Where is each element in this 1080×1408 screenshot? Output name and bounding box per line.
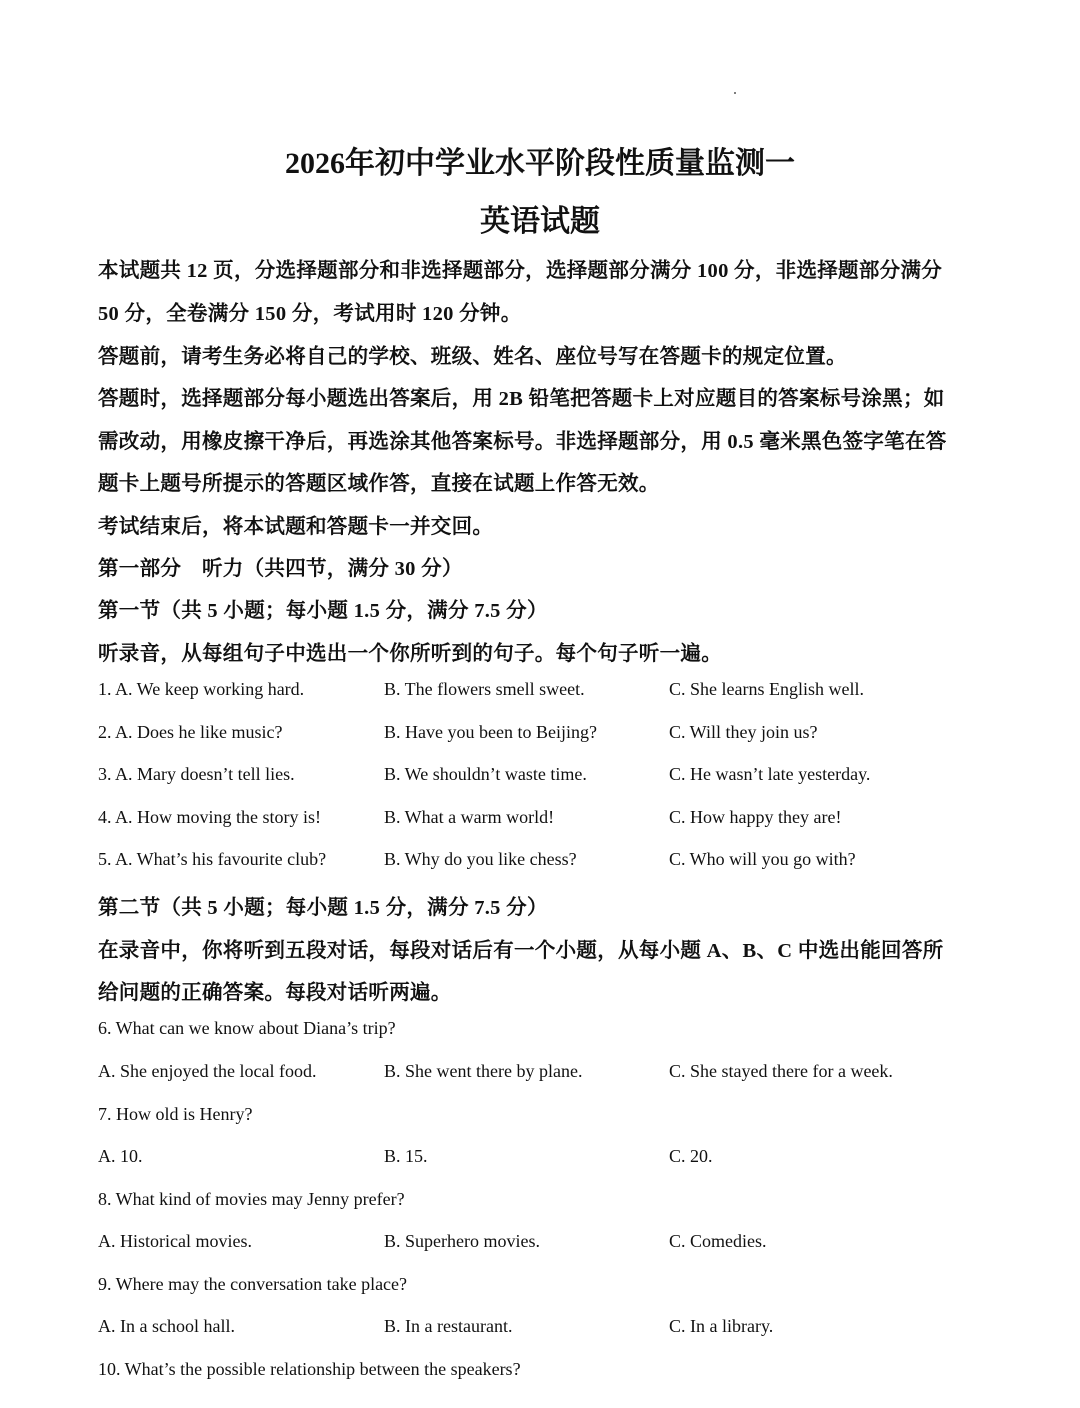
option-a: 5. A. What’s his favourite club?	[98, 849, 327, 869]
option-b: B. Have you been to Beijing?	[384, 722, 597, 742]
section2-instruction: 给问题的正确答案。每段对话听两遍。	[98, 982, 452, 1004]
option-c: C. She learns English well.	[669, 679, 864, 699]
instruction-line: 答题时，选择题部分每小题选出答案后，用 2B 铅笔把答题卡上对应题目的答案标号涂黑；如	[98, 388, 945, 410]
option-a: 2. A. Does he like music?	[98, 722, 283, 742]
question-7: 7. How old is Henry?	[98, 1104, 253, 1124]
section1-instruction: 听录音，从每组句子中选出一个你所听到的句子。每个句子听一遍。	[98, 643, 722, 665]
question-6: 6. What can we know about Diana’s trip?	[98, 1018, 396, 1038]
option-b: B. She went there by plane.	[384, 1061, 583, 1081]
option-c: C. How happy they are!	[669, 807, 842, 827]
exam-title: 2026年初中学业水平阶段性质量监测一	[285, 147, 795, 180]
option-c: C. He wasn’t late yesterday.	[669, 764, 871, 784]
section1-heading: 第一节（共 5 小题；每小题 1.5 分，满分 7.5 分）	[98, 600, 548, 622]
option-b: B. Why do you like chess?	[384, 849, 577, 869]
option-a: 3. A. Mary doesn’t tell lies.	[98, 764, 295, 784]
option-a: A. In a school hall.	[98, 1316, 235, 1336]
option-b: B. Superhero movies.	[384, 1231, 540, 1251]
instruction-line: 需改动，用橡皮擦干净后，再选涂其他答案标号。非选择题部分，用 0.5 毫米黑色签字笔在答	[98, 431, 947, 453]
question-8: 8. What kind of movies may Jenny prefer?	[98, 1189, 405, 1209]
option-b: B. We shouldn’t waste time.	[384, 764, 587, 784]
option-b: B. In a restaurant.	[384, 1316, 513, 1336]
option-c: C. Will they join us?	[669, 722, 818, 742]
option-c: C. She stayed there for a week.	[669, 1061, 893, 1081]
option-a: A. Historical movies.	[98, 1231, 252, 1251]
section2-instruction: 在录音中，你将听到五段对话，每段对话后有一个小题，从每小题 A、B、C 中选出能回答所	[98, 940, 944, 962]
option-c: C. 20.	[669, 1146, 713, 1166]
option-a: A. She enjoyed the local food.	[98, 1061, 317, 1081]
exam-subject: 英语试题	[480, 205, 600, 238]
section2-heading: 第二节（共 5 小题；每小题 1.5 分，满分 7.5 分）	[98, 897, 548, 919]
part1-heading: 第一部分 听力（共四节，满分 30 分）	[98, 558, 463, 580]
instruction-line: 题卡上题号所提示的答题区域作答，直接在试题上作答无效。	[98, 473, 660, 495]
instruction-line: 答题前，请考生务必将自己的学校、班级、姓名、座位号写在答题卡的规定位置。	[98, 346, 847, 368]
option-b: B. What a warm world!	[384, 807, 555, 827]
option-c: C. Who will you go with?	[669, 849, 856, 869]
option-c: C. Comedies.	[669, 1231, 767, 1251]
question-10: 10. What’s the possible relationship between the speakers?	[98, 1359, 521, 1379]
question-9: 9. Where may the conversation take place?	[98, 1274, 408, 1294]
option-a: 1. A. We keep working hard.	[98, 679, 305, 699]
option-b: B. 15.	[384, 1146, 428, 1166]
instruction-line: 本试题共 12 页，分选择题部分和非选择题部分，选择题部分满分 100 分，非选择题部分满分	[98, 260, 943, 282]
instruction-line: 考试结束后，将本试题和答题卡一并交回。	[98, 516, 494, 538]
scan-speck	[734, 92, 736, 94]
instruction-line: 50 分，全卷满分 150 分，考试用时 120 分钟。	[98, 303, 522, 325]
option-a: A. 10.	[98, 1146, 143, 1166]
option-c: C. In a library.	[669, 1316, 774, 1336]
option-a: 4. A. How moving the story is!	[98, 807, 321, 827]
option-b: B. The flowers smell sweet.	[384, 679, 585, 699]
